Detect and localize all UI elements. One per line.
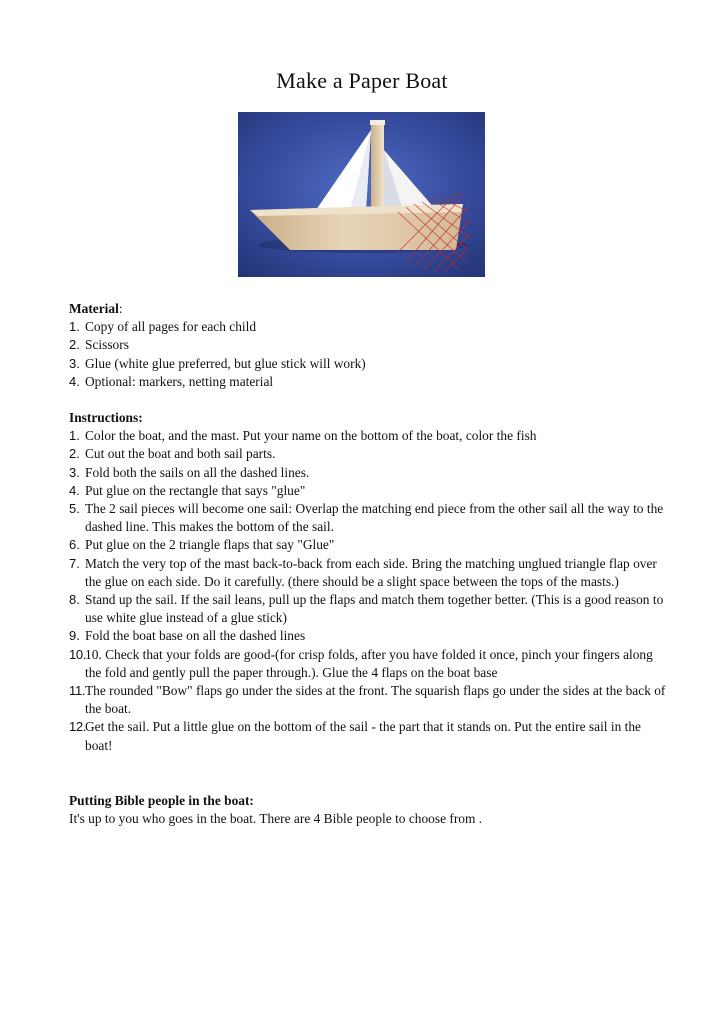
bible-people-section	[69, 792, 669, 828]
list-item: 9. Fold the boat base on all the dashed lines	[69, 628, 306, 644]
list-item: 8. Stand up the sail. If the sail leans, pull up the flaps and match them together better. (This is a good reason to use white glue instead of a glue stick)	[69, 592, 664, 626]
list-item: 4. Optional: markers, netting material	[69, 373, 274, 389]
bible-heading: Putting Bible people in the boat:	[69, 793, 254, 808]
page-title: Make a Paper Boat	[276, 68, 448, 93]
instructions-section	[69, 409, 669, 755]
list-item: 5. The 2 sail pieces will become one sail: Overlap the matching end piece from the other sail all the way to the dashed line. This makes the bottom of the sail.	[69, 501, 664, 535]
list-item: 3. Fold both the sails on all the dashed lines.	[69, 464, 310, 480]
list-item: 4. Put glue on the rectangle that says "glue"	[69, 482, 306, 498]
list-item: 12. Get the sail. Put a little glue on the bottom of the sail - the part that it stands on. Put the entire sail in the boat!	[69, 719, 641, 753]
mast	[371, 120, 384, 220]
material-section	[69, 300, 669, 391]
list-item: 1. Color the boat, and the mast. Put your name on the bottom of the boat, color the fish	[69, 428, 537, 444]
instructions-heading: Instructions:	[69, 410, 143, 425]
material-heading-colon: :	[118, 301, 123, 316]
list-item: 7. Match the very top of the mast back-to-back from each side. Bring the matching unglued triangle flap over the glue on each side. Do it carefully. (there should be a slight space between the tops of the masts.)	[69, 555, 657, 589]
list-item: 2. Cut out the boat and both sail parts.	[69, 446, 276, 462]
bible-text: It's up to you who goes in the boat. There are 4 Bible people to choose from .	[69, 811, 483, 827]
list-item: 10. 10. Check that your folds are good-(for crisp folds, after you have folded it once, pinch your fingers along the fold and gently pull the paper through.). Glue the 4 flaps on the boat base	[69, 646, 653, 680]
material-heading: Material	[69, 301, 119, 316]
list-item: 11. The rounded "Bow" flaps go under the sides at the front. The squarish flaps go under the sides at the back of the boat.	[69, 683, 666, 717]
list-item: 6. Put glue on the 2 triangle flaps that say "Glue"	[69, 537, 335, 553]
list-item: 1. Copy of all pages for each child	[69, 319, 257, 335]
list-item: 3. Glue (white glue preferred, but glue stick will work)	[69, 355, 366, 371]
paper-boat-photo	[238, 112, 485, 277]
list-item: 2. Scissors	[69, 337, 129, 353]
